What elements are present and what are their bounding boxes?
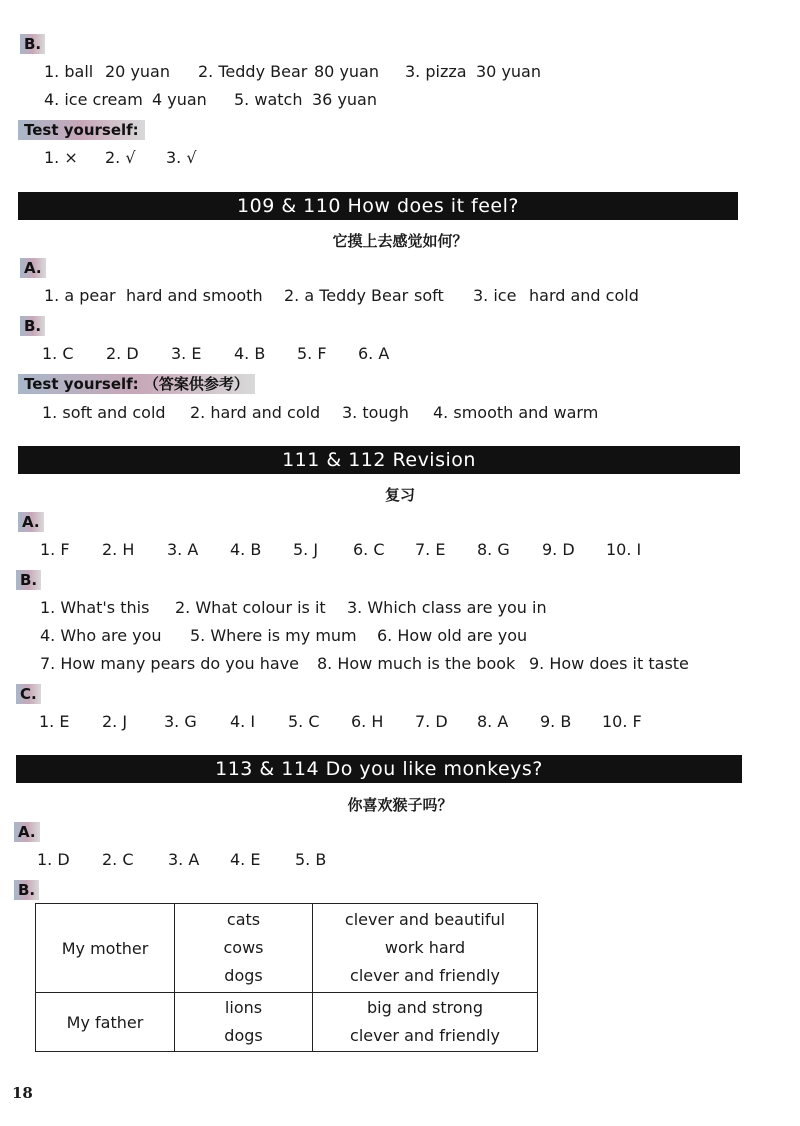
answer-item: 4. B <box>230 540 262 559</box>
answer-item: 6. A <box>358 344 390 363</box>
person-label: My father <box>66 1012 144 1032</box>
table-cell-person <box>36 993 175 1052</box>
answer-item: 2. C <box>102 850 134 869</box>
answer-item: 8. A <box>477 712 509 731</box>
section-title-bar: 109 & 110 How does it feel? <box>18 192 738 220</box>
answer-item: 3. ice <box>473 286 517 305</box>
answer-item: 4. E <box>230 850 261 869</box>
answer-item: 2. a Teddy Bear <box>284 286 409 305</box>
answer-item: 3. G <box>164 712 197 731</box>
answer-item: 2. √ <box>105 148 136 167</box>
section-a-badge: A. <box>14 822 40 842</box>
answer-item: 1. E <box>39 712 70 731</box>
answer-item: 6. C <box>353 540 385 559</box>
answer-item: 8. G <box>477 540 510 559</box>
description-label: clever and friendly <box>350 1026 500 1045</box>
answer-item: 4. smooth and warm <box>433 403 599 422</box>
answer-item: 9. How does it taste <box>529 654 689 673</box>
test-yourself-badge: Test yourself: <box>18 120 145 140</box>
answer-item: 4. Who are you <box>40 626 162 645</box>
answer-item: 8. How much is the book <box>317 654 516 673</box>
answer-item: 36 yuan <box>312 90 377 109</box>
section-b-badge: B. <box>16 570 41 590</box>
answer-item: 7. E <box>415 540 446 559</box>
answer-item: 3. A <box>167 540 199 559</box>
answer-item: 5. J <box>293 540 319 559</box>
answer-item: 9. B <box>540 712 572 731</box>
description-label: clever and friendly <box>350 966 500 985</box>
answer-item: 4. ice cream <box>44 90 143 109</box>
answer-item: 10. F <box>602 712 642 731</box>
test-yourself-badge: Test yourself: （答案供参考） <box>18 374 255 394</box>
answer-item: 1. soft and cold <box>42 403 166 422</box>
answer-item: 30 yuan <box>476 62 541 81</box>
description-label: big and strong <box>367 998 483 1017</box>
answer-item: 7. How many pears do you have <box>40 654 300 673</box>
answer-item: 1. a pear <box>44 286 116 305</box>
answer-item: 9. D <box>542 540 575 559</box>
answer-item: 4. B <box>234 344 266 363</box>
answer-item: 10. I <box>606 540 642 559</box>
answer-item: 6. How old are you <box>377 626 528 645</box>
answer-item: 1. × <box>44 148 78 167</box>
animal-label: dogs <box>224 966 263 985</box>
description-label: work hard <box>384 938 466 957</box>
table-row <box>36 993 538 1052</box>
section-c-badge: C. <box>16 684 41 704</box>
description-label: clever and beautiful <box>344 910 506 929</box>
animal-label: dogs <box>224 1026 263 1045</box>
section-subtitle: 它摸上去感觉如何？ <box>332 232 468 250</box>
section-a-badge: A. <box>18 512 44 532</box>
animal-label: cows <box>223 938 264 957</box>
answer-item: 1. D <box>37 850 70 869</box>
section-subtitle: 复习 <box>384 486 415 504</box>
table-cell-animals <box>175 993 313 1052</box>
section-b-badge: B. <box>20 34 45 54</box>
answer-item: hard and smooth <box>126 286 263 305</box>
table-row <box>36 904 538 993</box>
answer-item: 3. tough <box>342 403 409 422</box>
section-b-badge: B. <box>14 880 39 900</box>
answer-item: 1. ball <box>44 62 94 81</box>
table-cell-descriptions <box>313 993 538 1052</box>
answer-item: 80 yuan <box>314 62 379 81</box>
answer-item: 2. H <box>102 540 135 559</box>
answer-item: 1. What's this <box>40 598 150 617</box>
section-b-badge: B. <box>20 316 45 336</box>
answer-item: 20 yuan <box>105 62 170 81</box>
section-a-badge: A. <box>20 258 46 278</box>
answer-item: 5. Where is my mum <box>190 626 357 645</box>
answer-item: 2. D <box>106 344 139 363</box>
animal-label: lions <box>224 998 263 1017</box>
page-number: 18 <box>12 1084 33 1102</box>
answer-item: 1. F <box>40 540 70 559</box>
answer-item: 2. Teddy Bear <box>198 62 308 81</box>
section-title-bar: 113 & 114 Do you like monkeys? <box>16 755 742 783</box>
section-title-bar: 111 & 112 Revision <box>18 446 740 474</box>
table-cell-person <box>36 904 175 993</box>
answer-item: 1. C <box>42 344 74 363</box>
answer-item: hard and cold <box>529 286 639 305</box>
animal-label: cats <box>226 910 261 929</box>
answer-item: 4 yuan <box>152 90 207 109</box>
answer-item: 2. J <box>102 712 128 731</box>
answer-item: 3. √ <box>166 148 197 167</box>
answer-table <box>35 903 538 1052</box>
answer-item: 2. hard and cold <box>190 403 321 422</box>
answer-item: 5. C <box>288 712 320 731</box>
answer-item: 7. D <box>415 712 448 731</box>
answer-item: 5. watch <box>234 90 303 109</box>
answer-item: 5. B <box>295 850 327 869</box>
answer-item: 3. E <box>171 344 202 363</box>
answer-item: 3. pizza <box>405 62 467 81</box>
table-cell-animals <box>175 904 313 993</box>
answer-item: 2. What colour is it <box>175 598 326 617</box>
section-subtitle: 你喜欢猴子吗？ <box>347 796 453 814</box>
answer-item: 3. A <box>168 850 200 869</box>
answer-item: 3. Which class are you in <box>347 598 547 617</box>
person-label: My mother <box>61 938 149 958</box>
answer-item: 5. F <box>297 344 327 363</box>
table-cell-descriptions <box>313 904 538 993</box>
answer-item: 4. I <box>230 712 256 731</box>
answer-item: 6. H <box>351 712 384 731</box>
answer-item: soft <box>414 286 444 305</box>
